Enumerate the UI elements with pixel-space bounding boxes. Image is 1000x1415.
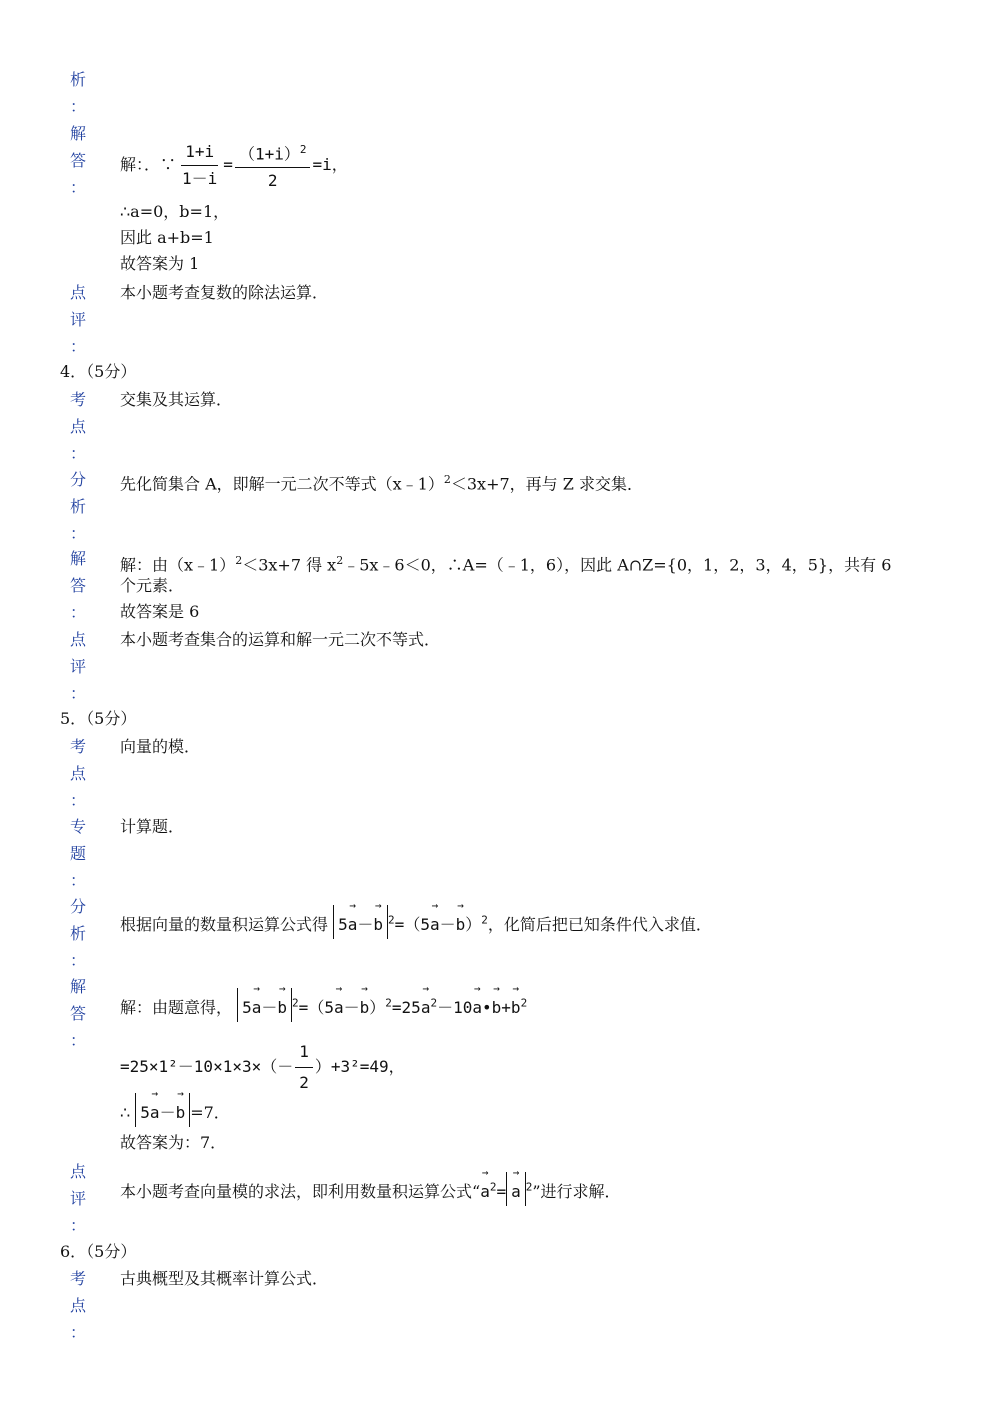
label-fen: 分 (69, 897, 86, 916)
label-ping: 评 (69, 310, 86, 329)
minus-text: － (261, 998, 278, 1017)
q5-answer-line2-a: =25×1²－10×1×3×（－ (120, 1057, 294, 1076)
label-zhuan: 专 (69, 817, 86, 836)
label-xi: 析 (69, 70, 86, 89)
q5-analysis-formula (333, 915, 488, 934)
label-colon: ： (69, 178, 86, 197)
q4-answer-line3: 故答案是 6 (120, 602, 200, 621)
q5-answer-line3-tail: =7． (190, 1103, 230, 1122)
vector-a: → a (150, 1093, 160, 1127)
label-jie: 解 (69, 977, 86, 996)
q5-answer-line3 (120, 1093, 230, 1127)
label-colon: ： (69, 603, 86, 622)
minus-text: － (437, 998, 454, 1017)
label-colon: ： (69, 684, 86, 703)
q5-half-den: 2 (299, 1073, 309, 1092)
q5-answer-abs (237, 988, 292, 1022)
label-dian: 点 (69, 764, 86, 783)
label-colon: ： (69, 337, 86, 356)
label-dian: 点 (69, 1162, 86, 1181)
q5-half-num: 1 (295, 1038, 313, 1068)
five-text: 5 (338, 915, 348, 934)
equals-text: = (391, 998, 402, 1017)
label-dian: 点 (69, 417, 86, 436)
q5-answer-line4: 故答案为：7． (120, 1133, 227, 1152)
minus-text: － (439, 915, 456, 934)
square-exp: 2 (489, 1180, 497, 1194)
q5-topic: 计算题． (120, 817, 185, 836)
q3-frac2-num (235, 138, 311, 168)
right-paren: ） (369, 998, 386, 1017)
q3-answer-line4: 故答案为 1 (120, 254, 200, 273)
label-kao: 考 (69, 737, 86, 756)
q5-comment-formula (480, 1182, 532, 1201)
label-jie: 解 (69, 549, 86, 568)
q5-comment (120, 1172, 621, 1206)
vector-a: → a (421, 988, 431, 1022)
q5-comment-abs (506, 1172, 526, 1206)
q6-header: 6．（5分） (60, 1242, 137, 1261)
minus-text: － (357, 915, 374, 934)
q5-analysis (120, 905, 712, 939)
vector-a: → a (252, 988, 262, 1022)
q4-analysis-exp: 2 (443, 473, 451, 486)
q4-analysis-a: 先化简集合 A，即解一元二次不等式（x﹣1） (120, 474, 444, 494)
q3-answer-prefix: 解：．∵ (120, 155, 177, 175)
square-exp: 2 (481, 913, 488, 927)
q5-answer-line3-prefix: ∴ (120, 1103, 131, 1122)
q3-answer-line2: ∴a=0，b=1， (120, 202, 230, 221)
vector-b: → b (492, 988, 502, 1022)
q5-analysis-b: ，化简后把已知条件代入求值． (487, 915, 712, 934)
label-dian: 点 (69, 630, 86, 649)
vector-b: → b (176, 1093, 186, 1127)
q3-frac2-num-text: （1+i） (238, 144, 300, 164)
ten-text: 10 (453, 998, 473, 1017)
q3-frac1-num: 1+i (181, 140, 218, 166)
label-jie: 解 (69, 124, 86, 143)
q4-answer-line2: 个元素． (120, 576, 185, 595)
vector-a: → a (348, 905, 358, 939)
q3-answer-line3: 因此 a+b=1 (120, 228, 214, 247)
square-exp: 2 (430, 996, 438, 1010)
label-da: 答 (69, 1004, 86, 1023)
q3-answer-line1 (120, 138, 348, 193)
vector-a: → a (334, 988, 344, 1022)
label-colon: ： (69, 1031, 86, 1050)
equals-text: = (496, 1182, 507, 1201)
q5-answer-line3-abs (135, 1093, 190, 1127)
q5-half-fraction (295, 1038, 313, 1097)
vector-a: → a (480, 1172, 490, 1206)
vector-a: → a (511, 1172, 521, 1206)
vector-a: → a (472, 988, 482, 1022)
q4-answer-a: 解：由（x﹣1） (120, 555, 236, 575)
label-dian: 点 (69, 283, 86, 302)
right-paren: ） (465, 915, 482, 934)
q4-answer-b: ＜3x+7 得 x (242, 555, 337, 575)
square-exp: 2 (520, 996, 528, 1010)
q4-answer-c: ﹣5x﹣6＜0，∴A=（﹣1，6），因此 A∩Z={0，1，2，3，4，5}，共有 6 (343, 555, 892, 575)
plus-text: + (501, 998, 511, 1017)
label-kao: 考 (69, 1269, 86, 1288)
q5-answer-line2 (120, 1038, 405, 1097)
q5-answer-line3-formula (135, 1103, 190, 1122)
q5-answer-line1 (120, 988, 527, 1022)
label-colon: ： (69, 524, 86, 543)
label-xi: 析 (69, 924, 86, 943)
q5-analysis-a: 根据向量的数量积运算公式得 (120, 915, 329, 934)
q3-comment: 本小题考查复数的除法运算． (120, 283, 329, 302)
vector-a: → a (430, 905, 440, 939)
label-ti: 题 (69, 844, 86, 863)
label-colon: ： (69, 97, 86, 116)
q5-point: 向量的模． (120, 737, 201, 756)
equals-text: = (298, 998, 309, 1017)
five-text: 5 (420, 915, 430, 934)
q4-comment: 本小题考查集合的运算和解一元二次不等式． (120, 630, 441, 649)
q4-answer-exp2: 2 (336, 554, 344, 567)
label-da: 答 (69, 151, 86, 170)
label-kao: 考 (69, 390, 86, 409)
q4-answer-exp1: 2 (235, 554, 243, 567)
q5-header: 5．（5分） (60, 709, 137, 728)
label-da: 答 (69, 576, 86, 595)
q4-answer-line1 (120, 551, 891, 575)
label-colon: ： (69, 951, 86, 970)
minus-text: － (159, 1103, 176, 1122)
equals-text: = (394, 915, 405, 934)
q5-comment-b: ”进行求解． (532, 1182, 621, 1201)
label-colon: ： (69, 444, 86, 463)
five-text: 5 (140, 1103, 150, 1122)
label-colon: ： (69, 791, 86, 810)
label-ping: 评 (69, 1189, 86, 1208)
label-dian: 点 (69, 1296, 86, 1315)
label-xi: 析 (69, 497, 86, 516)
q4-header: 4．（5分） (60, 362, 137, 381)
q3-eq-tail: =i， (312, 155, 348, 175)
q5-answer-prefix: 解：由题意得， (120, 998, 233, 1017)
five-text: 5 (242, 998, 252, 1017)
label-colon: ： (69, 871, 86, 890)
square-exp: 2 (388, 913, 395, 927)
minus-text: － (343, 998, 360, 1017)
five-text: 5 (324, 998, 334, 1017)
q3-eq1: = (223, 155, 233, 175)
label-colon: ： (69, 1216, 86, 1235)
vector-b: → b (511, 988, 521, 1022)
q4-analysis (120, 470, 643, 494)
label-fen: 分 (69, 470, 86, 489)
label-ping: 评 (69, 657, 86, 676)
q3-fraction-1 (178, 140, 221, 191)
q4-point: 交集及其运算． (120, 390, 233, 409)
left-paren: （ (404, 915, 421, 934)
vector-b: → b (360, 988, 370, 1022)
square-exp: 2 (525, 1180, 533, 1194)
twentyfive-text: 25 (401, 998, 421, 1017)
square-exp: 2 (385, 996, 392, 1010)
q3-fraction-2 (235, 138, 311, 193)
label-colon: ： (69, 1323, 86, 1342)
q5-answer-line2-tail: ）+3²=49， (314, 1057, 405, 1076)
q5-analysis-abs (333, 905, 388, 939)
q4-analysis-b: ＜3x+7，再与 Z 求交集． (450, 474, 643, 494)
q5-answer-formula (237, 998, 527, 1017)
q3-frac2-exp: 2 (299, 143, 307, 156)
square-exp: 2 (292, 996, 299, 1010)
vector-b: → b (277, 988, 287, 1022)
vector-b: → b (373, 905, 383, 939)
vector-b: → b (456, 905, 466, 939)
q6-point: 古典概型及其概率计算公式． (120, 1269, 329, 1288)
dot-text: • (482, 998, 492, 1017)
q5-comment-a: 本小题考查向量模的求法，即利用数量积运算公式“ (120, 1182, 481, 1201)
left-paren: （ (308, 998, 325, 1017)
q3-frac1-den: 1－i (182, 169, 218, 189)
q3-frac2-den: 2 (267, 171, 278, 191)
